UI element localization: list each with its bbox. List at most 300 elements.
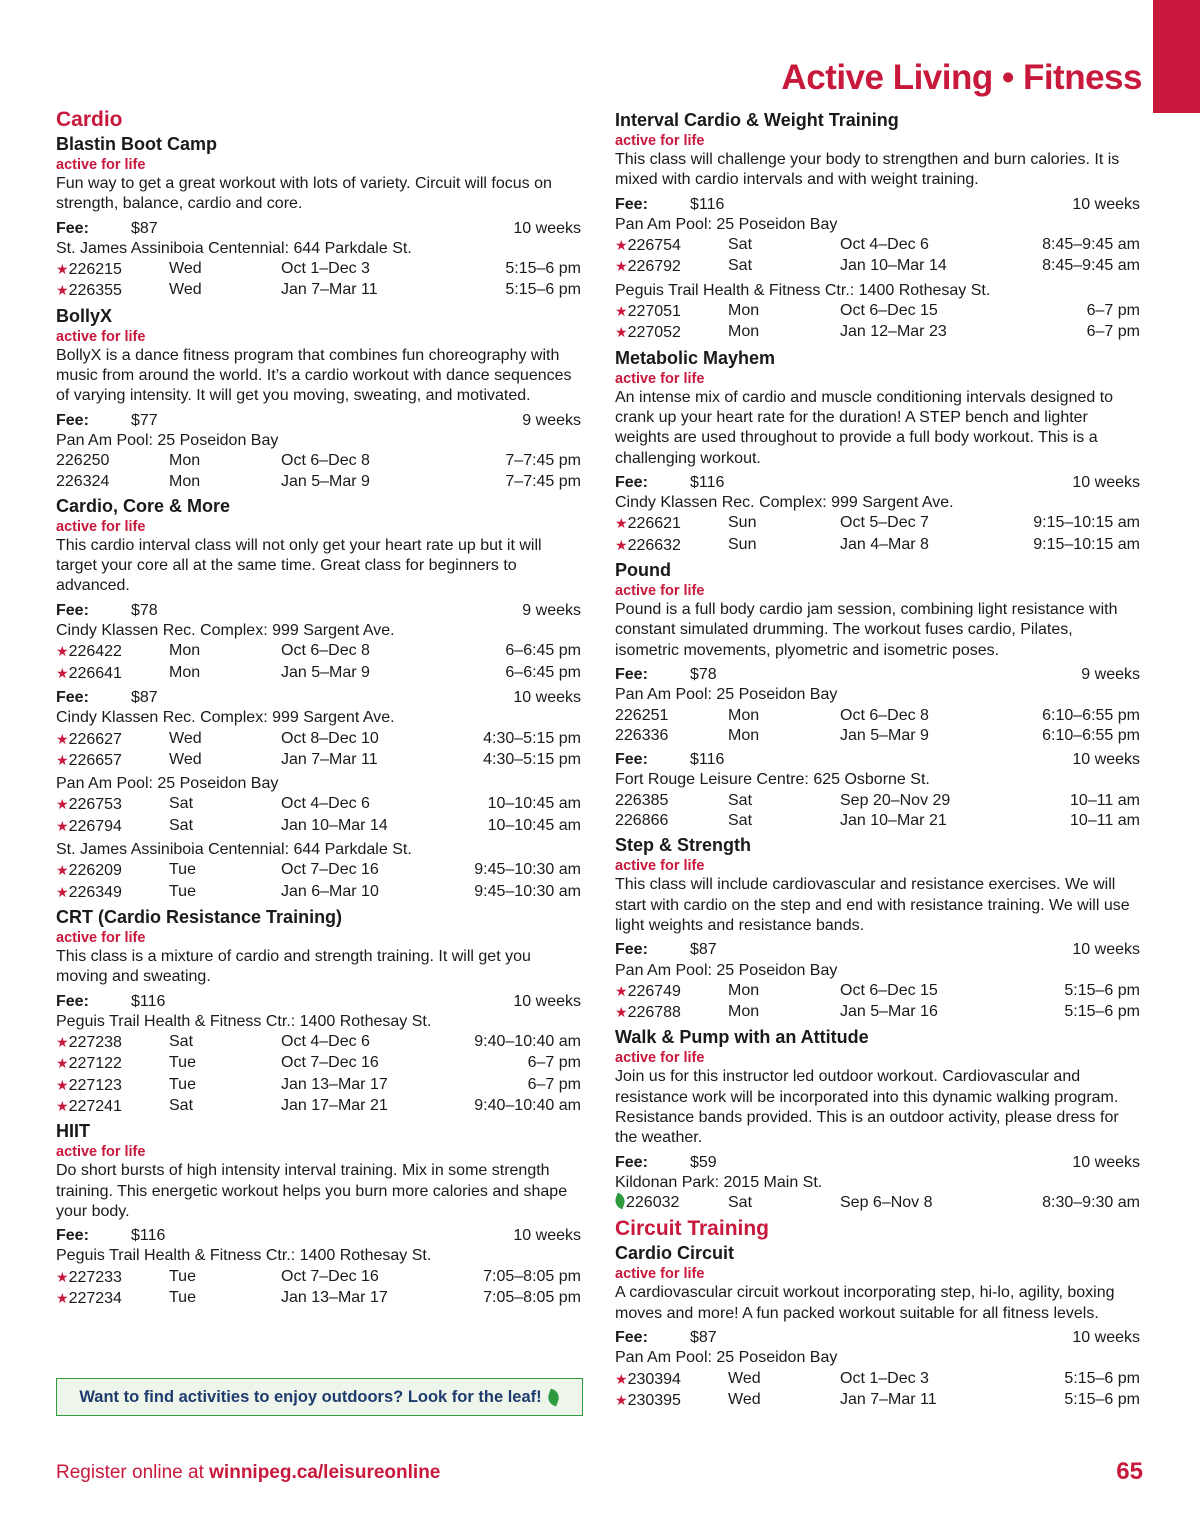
footer-text: Register online at <box>56 1462 210 1483</box>
fee-group <box>56 411 158 431</box>
course-code: 226794 <box>68 817 122 835</box>
fee-group <box>615 940 717 960</box>
course-time: 8:45–9:45 am <box>1042 236 1140 254</box>
course-dates: Jan 5–Mar 9 <box>840 726 929 744</box>
star-icon: ★ <box>56 664 69 681</box>
location-name: Peguis Trail Health & Fitness Ctr.: 1400 Rothesay St. <box>615 281 991 299</box>
schedule-row[interactable] <box>56 280 581 301</box>
course-day: Mon <box>728 726 760 744</box>
course-code-cell <box>615 322 728 343</box>
course-dates: Oct 4–Dec 6 <box>840 236 929 254</box>
fee-group <box>56 601 158 621</box>
course-code-cell <box>56 860 169 881</box>
course-time: 6:10–6:55 pm <box>1042 706 1140 724</box>
schedule-row[interactable] <box>615 535 1140 556</box>
section-title: Circuit Training <box>615 1217 770 1241</box>
left-program-list <box>56 133 581 1309</box>
star-icon: ★ <box>615 237 628 254</box>
star-icon: ★ <box>56 643 69 660</box>
schedule-row[interactable] <box>56 860 581 881</box>
star-icon: ★ <box>56 261 69 278</box>
fee-weeks: 10 weeks <box>1072 1329 1140 1347</box>
program-description: This cardio interval class will not only get your heart rate up but it will target your core all at the same time. Great class for beginners to advanced. <box>56 536 542 595</box>
course-code-cell <box>56 816 169 837</box>
fee-group <box>615 1153 717 1173</box>
star-icon: ★ <box>56 1055 69 1072</box>
leaf-icon <box>613 1193 627 1210</box>
course-dates: Oct 7–Dec 16 <box>281 1267 379 1285</box>
course-day: Wed <box>728 1369 761 1387</box>
location-name: St. James Assiniboia Centennial: 644 Parkdale St. <box>56 841 412 859</box>
course-code-cell <box>615 981 728 1002</box>
course-code: 226749 <box>627 982 681 1000</box>
course-day: Mon <box>728 981 760 999</box>
schedule-row[interactable] <box>615 706 1140 726</box>
course-dates: Oct 1–Dec 3 <box>281 260 370 278</box>
schedule-row[interactable] <box>56 1267 581 1288</box>
course-time: 5:15–6 pm <box>1064 1003 1140 1021</box>
fee-group <box>615 1328 717 1348</box>
star-icon: ★ <box>615 1391 628 1408</box>
course-time: 5:15–6 pm <box>505 260 581 278</box>
course-code-cell <box>615 513 728 534</box>
fee-amount: $77 <box>131 411 158 429</box>
course-code: 230395 <box>627 1391 681 1409</box>
fee-weeks: 10 weeks <box>513 219 581 237</box>
star-icon: ★ <box>56 883 69 900</box>
fee-label: Fee: <box>56 601 89 619</box>
course-code-cell <box>56 1096 169 1117</box>
schedule-row[interactable] <box>56 794 581 815</box>
course-code: 226866 <box>615 812 669 830</box>
course-dates: Oct 1–Dec 3 <box>840 1369 929 1387</box>
course-day: Sat <box>169 1033 194 1051</box>
course-dates: Jan 5–Mar 16 <box>840 1003 938 1021</box>
course-code-cell <box>615 1390 728 1411</box>
course-code-cell <box>615 301 728 322</box>
course-code: 226324 <box>56 472 110 490</box>
fee-weeks: 9 weeks <box>522 601 581 619</box>
active-for-life-tag: active for life <box>615 1266 705 1283</box>
program-description: Do short bursts of high intensity interval training. Mix in some strength training. This energetic workout helps you burn more calories and shape your body. <box>56 1162 568 1220</box>
chapter-tab <box>1153 0 1200 113</box>
schedule-row[interactable] <box>615 1002 1140 1023</box>
course-code-cell <box>615 791 728 811</box>
course-time: 9:15–10:15 am <box>1033 535 1140 553</box>
fee-amount: $87 <box>131 688 158 706</box>
schedule-row[interactable] <box>56 750 581 771</box>
fee-row <box>615 940 1140 960</box>
course-code: 226627 <box>68 730 122 748</box>
star-icon: ★ <box>56 796 69 813</box>
location-name: Pan Am Pool: 25 Poseidon Bay <box>56 431 279 449</box>
course-dates: Sep 6–Nov 8 <box>840 1194 933 1212</box>
course-dates: Jan 10–Mar 14 <box>281 816 388 834</box>
fee-row <box>56 601 581 621</box>
active-for-life-tag: active for life <box>615 370 705 387</box>
promo-text: Want to find activities to enjoy outdoors? Look for the leaf! <box>79 1387 542 1406</box>
fee-row <box>615 665 1140 685</box>
course-code-cell <box>56 1288 169 1309</box>
course-code: 227234 <box>68 1290 122 1308</box>
course-dates: Jan 4–Mar 8 <box>840 535 929 553</box>
course-dates: Jan 10–Mar 21 <box>840 812 947 830</box>
fee-row <box>56 411 581 431</box>
course-dates: Oct 4–Dec 6 <box>281 795 370 813</box>
fee-row <box>56 219 581 239</box>
location-name: St. James Assiniboia Centennial: 644 Parkdale St. <box>56 239 412 257</box>
course-code: 226355 <box>68 282 122 300</box>
course-code-cell <box>56 1032 169 1053</box>
course-time: 7:05–8:05 pm <box>483 1289 581 1307</box>
program-description: Pound is a full body cardio jam session, combining light resistance with constant simulated drumming. The workout fuses cardio, Pilates, isometric movements, plyometric and isometric poses. <box>615 601 1118 659</box>
fee-row <box>56 1226 581 1246</box>
course-time: 10–10:45 am <box>487 816 581 834</box>
fee-group <box>615 473 724 493</box>
course-time: 4:30–5:15 pm <box>483 750 581 768</box>
fee-label: Fee: <box>615 195 648 213</box>
course-day: Tue <box>169 861 196 879</box>
course-time: 7–7:45 pm <box>505 472 581 490</box>
schedule-row[interactable] <box>615 981 1140 1002</box>
program-title: Pound <box>615 560 671 581</box>
schedule-row[interactable] <box>615 235 1140 256</box>
course-day: Mon <box>728 323 760 341</box>
schedule-row[interactable] <box>615 1193 1140 1213</box>
section-title-cardio: Cardio <box>56 108 123 131</box>
location-name: Peguis Trail Health & Fitness Ctr.: 1400 Rothesay St. <box>56 1247 432 1265</box>
location-name: Pan Am Pool: 25 Poseidon Bay <box>615 686 838 704</box>
course-code: 230394 <box>627 1370 681 1388</box>
right-program-list <box>615 109 1140 1411</box>
course-day: Wed <box>169 260 202 278</box>
fee-weeks: 10 weeks <box>1072 195 1140 213</box>
course-dates: Oct 6–Dec 8 <box>281 452 370 470</box>
star-icon: ★ <box>615 1370 628 1387</box>
course-dates: Jan 17–Mar 21 <box>281 1096 388 1114</box>
course-code-cell <box>615 1193 728 1213</box>
fee-label: Fee: <box>56 219 89 237</box>
schedule-row[interactable] <box>56 663 581 684</box>
course-code: 226657 <box>68 751 122 769</box>
fee-weeks: 10 weeks <box>1072 1153 1140 1171</box>
course-time: 9:40–10:40 am <box>474 1033 581 1051</box>
course-time: 10–10:45 am <box>487 795 581 813</box>
program-description: This class is a mixture of cardio and strength training. It will get you moving and sweating. <box>56 947 531 986</box>
course-dates: Oct 7–Dec 16 <box>281 1054 379 1072</box>
course-dates: Oct 6–Dec 15 <box>840 302 938 320</box>
program-description: This class will challenge your body to strengthen and burn calories. It is mixed with cardio intervals and with weight training. <box>615 151 1120 189</box>
course-code: 226632 <box>627 536 681 554</box>
course-day: Tue <box>169 1054 196 1072</box>
course-code: 226336 <box>615 726 669 744</box>
course-dates: Oct 6–Dec 15 <box>840 981 938 999</box>
fee-label: Fee: <box>615 941 648 959</box>
page-title: Active Living • Fitness <box>781 58 1142 97</box>
course-code-cell <box>56 663 169 684</box>
course-day: Mon <box>728 1003 760 1021</box>
fee-row <box>615 1328 1140 1348</box>
course-day: Mon <box>728 706 760 724</box>
fee-amount: $116 <box>131 992 166 1010</box>
program-description: Join us for this instructor led outdoor workout. Cardiovascular and resistance work will be incorporated into this dynamic walking program. Resistance bands provided. This is an outdoor activity, please dress for the weather. <box>615 1068 1119 1147</box>
course-day: Sat <box>728 257 753 275</box>
location-name: Cindy Klassen Rec. Complex: 999 Sargent Ave. <box>56 622 395 640</box>
program-title: Interval Cardio & Weight Training <box>615 110 899 130</box>
course-day: Tue <box>169 1289 196 1307</box>
outdoor-promo-banner <box>56 1378 583 1416</box>
fee-group <box>56 992 165 1012</box>
location-name: Cindy Klassen Rec. Complex: 999 Sargent Ave. <box>615 494 954 512</box>
location-name: Pan Am Pool: 25 Poseidon Bay <box>615 1349 838 1367</box>
course-code: 226641 <box>68 664 122 682</box>
course-dates: Jan 6–Mar 10 <box>281 882 379 900</box>
course-code: 226250 <box>56 452 110 470</box>
fee-weeks: 10 weeks <box>1072 751 1140 769</box>
course-code: 226209 <box>68 862 122 880</box>
course-code: 226792 <box>627 258 681 276</box>
course-day: Mon <box>169 452 201 470</box>
schedule-row[interactable] <box>56 1288 581 1309</box>
course-day: Sat <box>169 1096 194 1114</box>
schedule-row[interactable] <box>615 301 1140 322</box>
fee-amount: $116 <box>690 751 725 769</box>
course-day: Mon <box>169 663 201 681</box>
course-day: Wed <box>169 750 202 768</box>
course-code-cell <box>615 811 728 831</box>
course-dates: Jan 12–Mar 23 <box>840 323 947 341</box>
course-day: Sat <box>728 1194 753 1212</box>
course-code-cell <box>615 706 728 726</box>
course-day: Mon <box>728 302 760 320</box>
course-code-cell <box>615 1002 728 1023</box>
star-icon: ★ <box>56 282 69 299</box>
course-code-cell <box>615 726 728 746</box>
active-for-life-tag: active for life <box>56 157 146 173</box>
course-code: 226385 <box>615 791 669 809</box>
star-icon: ★ <box>56 751 69 768</box>
course-code: 227122 <box>68 1055 122 1073</box>
fee-amount: $87 <box>690 941 717 959</box>
course-code-cell <box>56 280 169 301</box>
course-day: Mon <box>169 642 201 660</box>
schedule-row[interactable] <box>56 729 581 750</box>
course-day: Wed <box>728 1390 761 1408</box>
active-for-life-tag: active for life <box>615 858 705 875</box>
star-icon: ★ <box>56 1097 69 1114</box>
left-column <box>56 106 581 1309</box>
course-day: Sat <box>728 236 753 254</box>
star-icon: ★ <box>56 1290 69 1307</box>
course-code: 226753 <box>68 796 122 814</box>
course-dates: Oct 6–Dec 8 <box>281 642 370 660</box>
right-column <box>615 106 1140 1411</box>
course-time: 6–7 pm <box>527 1054 581 1072</box>
course-dates: Jan 7–Mar 11 <box>281 281 378 299</box>
location-name: Pan Am Pool: 25 Poseidon Bay <box>56 775 279 793</box>
course-code: 226349 <box>68 883 122 901</box>
course-time: 5:15–6 pm <box>1064 1369 1140 1387</box>
course-time: 7–7:45 pm <box>505 452 581 470</box>
schedule-row[interactable] <box>615 726 1140 746</box>
program-title: CRT (Cardio Resistance Training) <box>56 906 343 927</box>
star-icon: ★ <box>56 730 69 747</box>
fee-row <box>56 688 581 708</box>
course-code: 226422 <box>68 643 122 661</box>
course-code: 226215 <box>68 261 122 279</box>
course-day: Sun <box>728 514 757 532</box>
course-day: Tue <box>169 1075 196 1093</box>
active-for-life-tag: active for life <box>56 518 146 535</box>
course-code: 227241 <box>68 1097 122 1115</box>
schedule-row[interactable] <box>615 791 1140 811</box>
footer-link[interactable]: winnipeg.ca/leisureonline <box>209 1462 441 1483</box>
course-time: 6–7 pm <box>1086 302 1140 320</box>
course-time: 8:30–9:30 am <box>1042 1194 1140 1212</box>
schedule-row[interactable] <box>615 256 1140 277</box>
fee-label: Fee: <box>56 688 89 706</box>
program-description: This class will include cardiovascular and resistance exercises. We will start with cardio on the step and end with resistance training. We will use light weights and resistance bands. <box>615 876 1130 934</box>
schedule-row[interactable] <box>56 1096 581 1117</box>
location-name: Pan Am Pool: 25 Poseidon Bay <box>615 215 838 233</box>
course-time: 5:15–6 pm <box>505 281 581 299</box>
program-title: Metabolic Mayhem <box>615 347 776 368</box>
schedule-row[interactable] <box>615 322 1140 343</box>
course-code-cell <box>56 451 169 471</box>
fee-row <box>615 750 1140 770</box>
program-description: BollyX is a dance fitness program that combines fun choreography with music from around the world. It’s a cardio workout with dance sequences of varying intensity. It will get you moving, sweating, and motivated. <box>56 346 572 405</box>
location-name: Fort Rouge Leisure Centre: 625 Osborne St. <box>615 771 930 789</box>
course-code: 227123 <box>68 1076 122 1094</box>
course-time: 9:45–10:30 am <box>474 861 581 879</box>
schedule-row[interactable] <box>56 816 581 837</box>
course-dates: Jan 5–Mar 9 <box>281 472 370 490</box>
course-time: 9:45–10:30 am <box>474 882 581 900</box>
schedule-row[interactable] <box>56 1053 581 1074</box>
fee-weeks: 10 weeks <box>1072 941 1140 959</box>
course-dates: Jan 13–Mar 17 <box>281 1289 388 1307</box>
schedule-row[interactable] <box>615 811 1140 831</box>
fee-group <box>56 688 158 708</box>
course-code-cell <box>56 259 169 280</box>
course-code-cell <box>56 729 169 750</box>
fee-amount: $78 <box>131 601 158 619</box>
fee-row <box>615 195 1140 215</box>
course-day: Sat <box>728 791 753 809</box>
star-icon: ★ <box>56 1034 69 1051</box>
course-code: 226788 <box>627 1004 681 1022</box>
program-title: Blastin Boot Camp <box>56 134 218 154</box>
course-code-cell <box>56 1267 169 1288</box>
fee-row <box>615 1153 1140 1173</box>
program-title: BollyX <box>56 305 113 326</box>
course-code: 227051 <box>627 303 681 321</box>
fee-amount: $87 <box>690 1329 717 1347</box>
fee-row <box>615 473 1140 493</box>
course-day: Wed <box>169 729 202 747</box>
course-time: 7:05–8:05 pm <box>483 1267 581 1285</box>
schedule-row[interactable] <box>615 1390 1140 1411</box>
schedule-row[interactable] <box>56 451 581 471</box>
fee-label: Fee: <box>615 751 648 769</box>
program-description: Fun way to get a great workout with lots of variety. Circuit will focus on strength, balance, cardio and core. <box>56 175 552 213</box>
fee-weeks: 10 weeks <box>513 1227 581 1245</box>
course-time: 6–6:45 pm <box>505 642 581 660</box>
schedule-row[interactable] <box>56 882 581 903</box>
program-title: Step & Strength <box>615 835 752 856</box>
course-code-cell <box>56 794 169 815</box>
course-code: 226032 <box>626 1194 680 1212</box>
course-code-cell <box>56 882 169 903</box>
course-code-cell <box>56 750 169 771</box>
course-dates: Jan 7–Mar 11 <box>840 1390 937 1408</box>
fee-label: Fee: <box>615 1153 648 1171</box>
course-code-cell <box>615 235 728 256</box>
fee-group <box>615 750 724 770</box>
fee-group <box>56 1226 165 1246</box>
course-dates: Jan 7–Mar 11 <box>281 750 378 768</box>
course-dates: Oct 8–Dec 10 <box>281 729 379 747</box>
footer-register <box>56 1462 440 1484</box>
course-code: 227052 <box>627 324 681 342</box>
location-name: Kildonan Park: 2015 Main St. <box>615 1173 823 1191</box>
location-name: Cindy Klassen Rec. Complex: 999 Sargent Ave. <box>56 709 395 727</box>
course-time: 9:15–10:15 am <box>1033 514 1140 532</box>
star-icon: ★ <box>56 817 69 834</box>
fee-weeks: 9 weeks <box>522 411 581 429</box>
schedule-row[interactable] <box>56 1032 581 1053</box>
star-icon: ★ <box>615 982 628 999</box>
schedule-row[interactable] <box>615 1369 1140 1390</box>
course-code-cell <box>56 641 169 662</box>
course-day: Sat <box>169 795 194 813</box>
program-description: A cardiovascular circuit workout incorporating step, hi-lo, agility, boxing moves and more! A fun packed workout suitable for all fitness levels. <box>615 1284 1115 1322</box>
active-for-life-tag: active for life <box>615 1050 705 1067</box>
fee-label: Fee: <box>56 992 89 1010</box>
schedule-row[interactable] <box>56 259 581 280</box>
course-dates: Oct 6–Dec 8 <box>840 706 929 724</box>
page-number: 65 <box>1116 1458 1143 1485</box>
program-title: Walk & Pump with an Attitude <box>615 1027 869 1048</box>
leaf-icon <box>545 1388 560 1406</box>
course-dates: Oct 4–Dec 6 <box>281 1033 370 1051</box>
course-time: 6–7 pm <box>1086 323 1140 341</box>
schedule-row[interactable] <box>615 513 1140 534</box>
schedule-row[interactable] <box>56 472 581 492</box>
course-day: Sat <box>728 812 753 830</box>
course-day: Tue <box>169 1267 196 1285</box>
course-dates: Sep 20–Nov 29 <box>840 791 951 809</box>
star-icon: ★ <box>56 862 69 879</box>
course-code-cell <box>56 472 169 492</box>
course-time: 5:15–6 pm <box>1064 981 1140 999</box>
course-time: 10–11 am <box>1070 791 1140 809</box>
fee-row <box>56 992 581 1012</box>
course-code-cell <box>615 535 728 556</box>
fee-label: Fee: <box>615 473 648 491</box>
course-code: 226251 <box>615 706 669 724</box>
schedule-row[interactable] <box>56 641 581 662</box>
course-code-cell <box>615 256 728 277</box>
program-title: HIIT <box>56 1121 90 1142</box>
location-name: Pan Am Pool: 25 Poseidon Bay <box>615 961 838 979</box>
location-name: Peguis Trail Health & Fitness Ctr.: 1400 Rothesay St. <box>56 1012 432 1030</box>
schedule-row[interactable] <box>56 1075 581 1096</box>
course-time: 6:10–6:55 pm <box>1042 726 1140 744</box>
star-icon: ★ <box>615 258 628 275</box>
fee-label: Fee: <box>56 1227 89 1245</box>
fee-amount: $59 <box>690 1153 717 1171</box>
